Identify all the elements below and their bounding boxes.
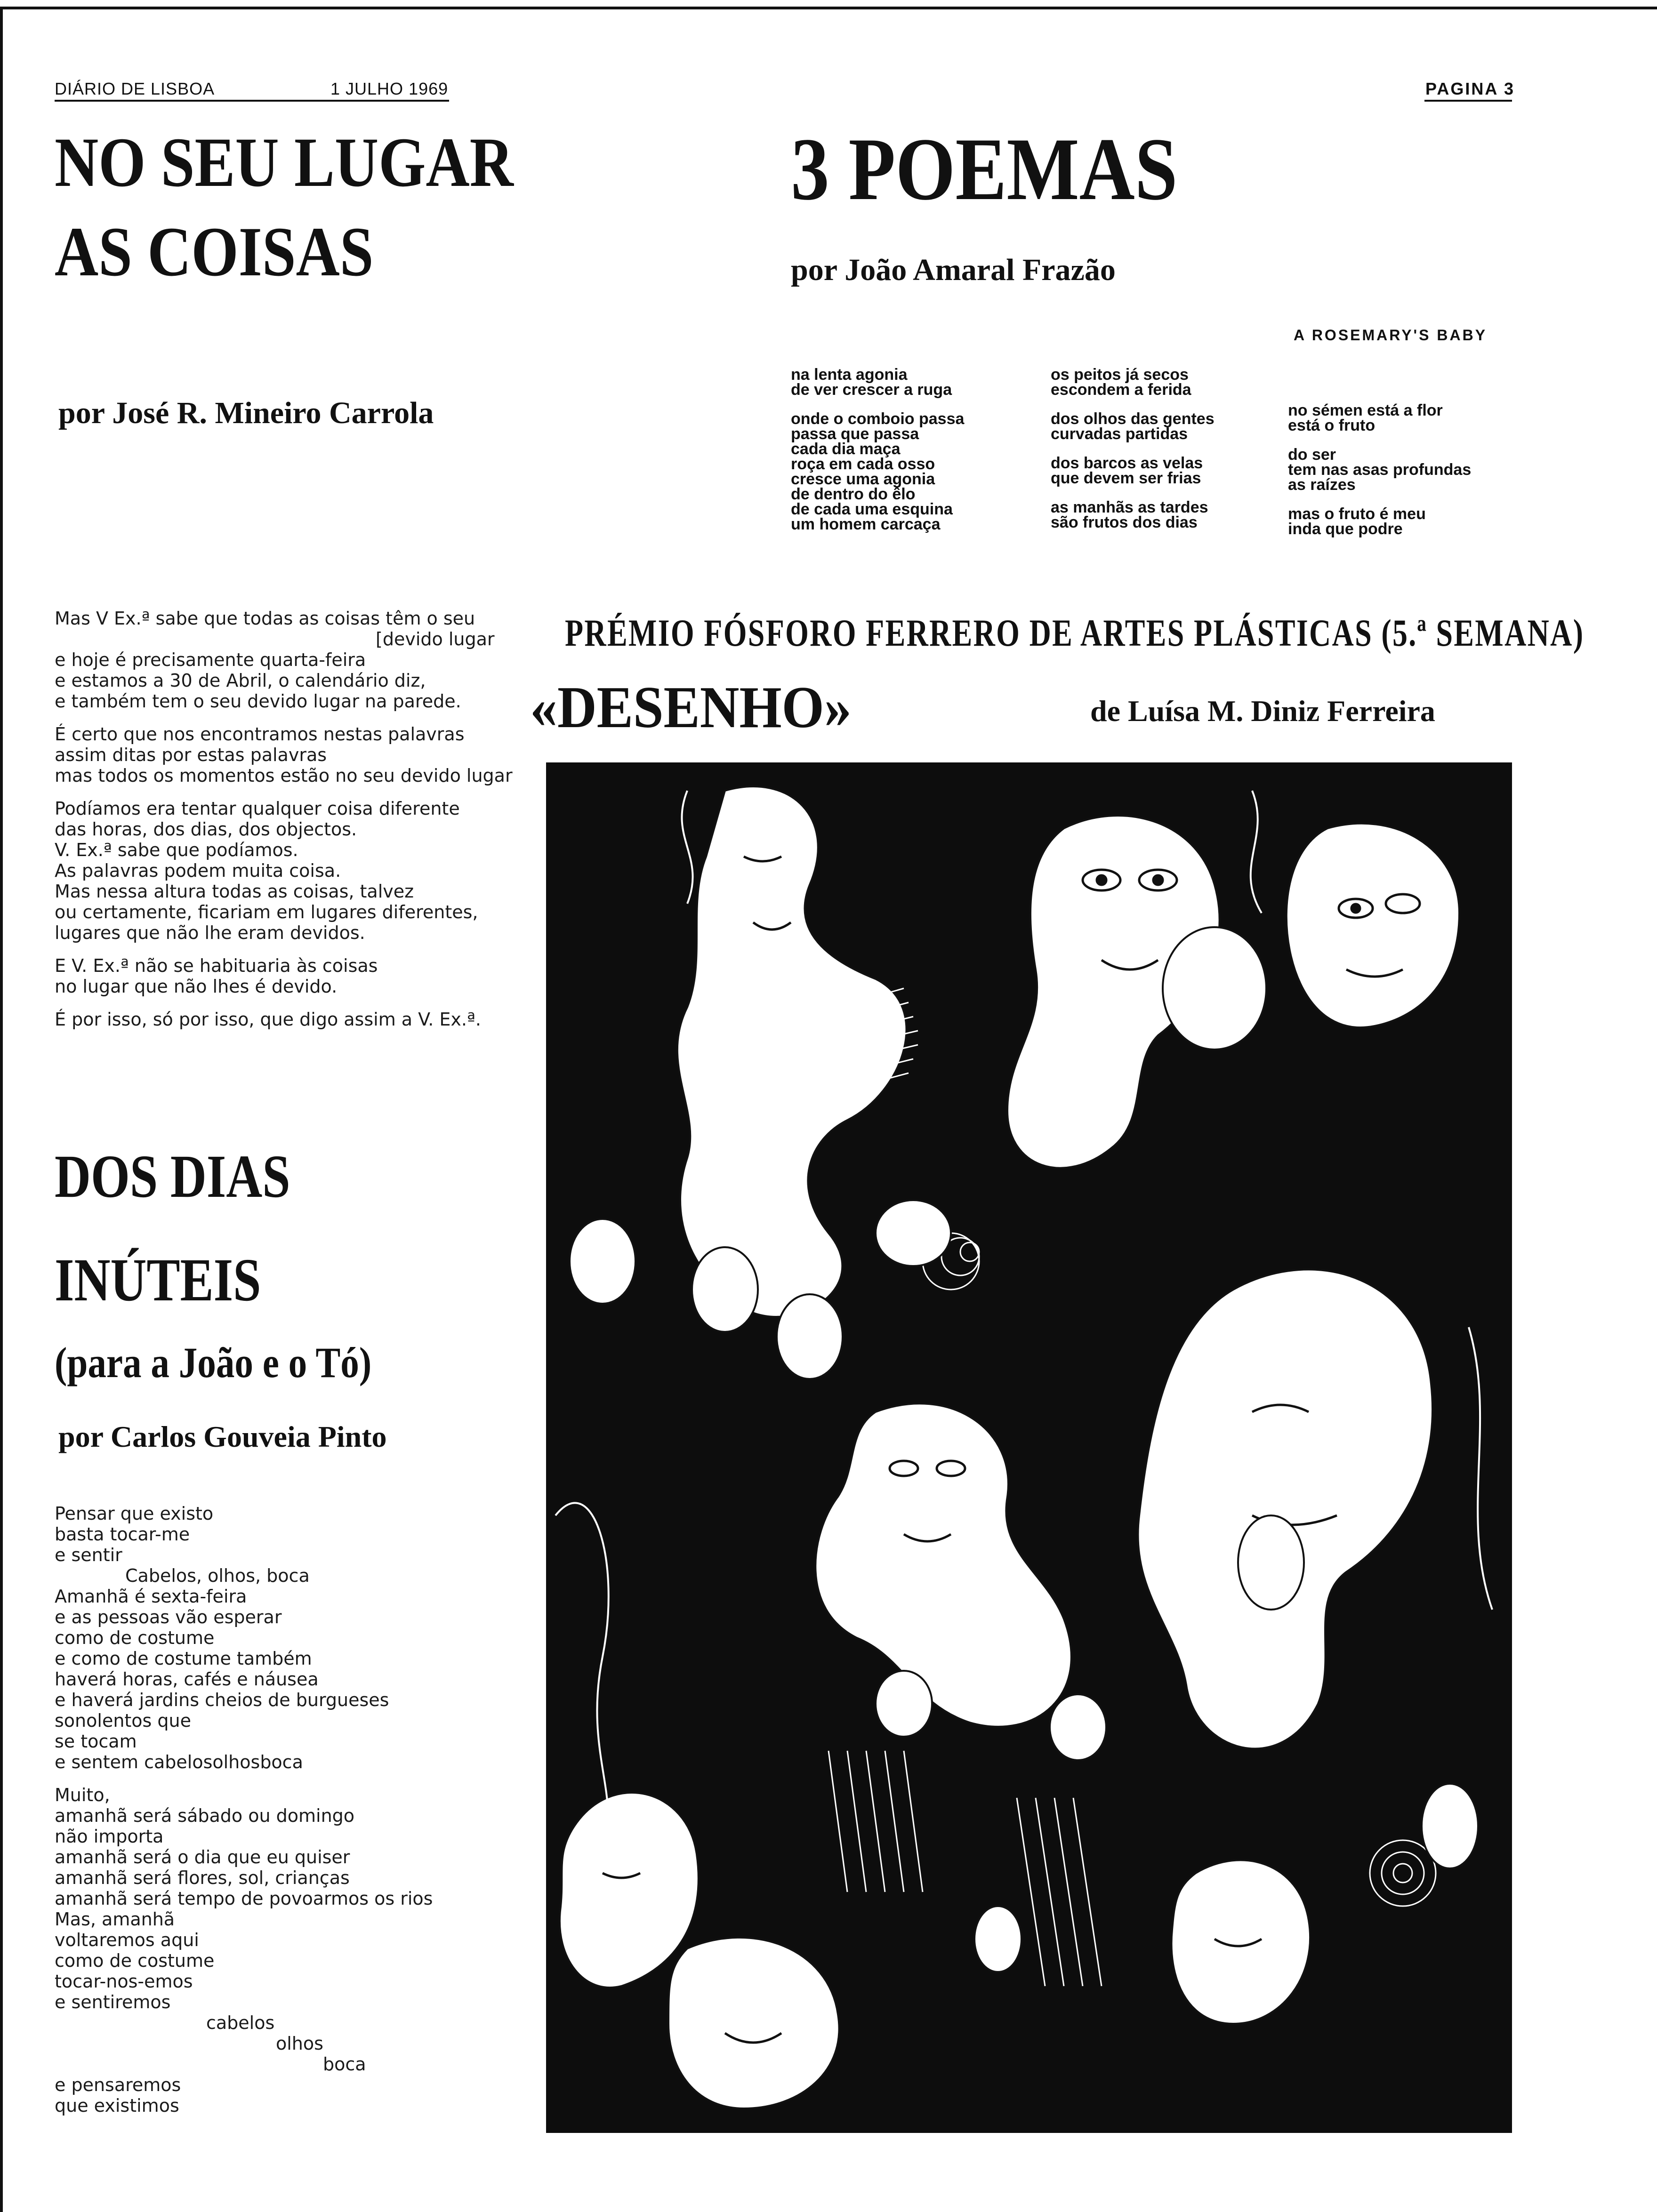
poem-line: curvadas partidas [1051,425,1188,443]
title-line: DOS DIAS [55,1143,290,1210]
article-title-no-seu-lugar [55,118,514,297]
poem-column-2 [1051,367,1295,544]
byline-gouveia-pinto: por Carlos Gouveia Pinto [58,1420,387,1453]
article-subtitle: (para a João e o Tó) [55,1338,372,1387]
header-rule [55,100,449,102]
poem-line: cabelos [206,2012,275,2033]
poem-line: que existimos [55,2095,179,2116]
poem-line: Amanhã é sexta-feira [55,1586,247,1607]
poem-line: está o fruto [1288,417,1375,434]
poem-line: amanhã será sábado ou domingo [55,1805,355,1826]
poem-line: passa que passa [791,425,919,443]
stanza [1051,500,1295,530]
stanza [55,798,521,943]
poem-line: mas todos os momentos estão no seu devido lugar [55,765,513,786]
poem-line: se tocam [55,1731,137,1752]
poem-line: como de costume [55,1627,215,1648]
stanza [1288,447,1533,492]
poem-line: amanhã será o dia que eu quiser [55,1847,350,1867]
poem-line: Pensar que existo [55,1503,214,1524]
poem-line: onde o comboio passa [791,410,965,428]
poem-line: lugares que não lhe eram devidos. [55,922,365,943]
stanza [55,1009,521,1030]
poem-line: basta tocar-me [55,1524,190,1545]
poem-line: dos barcos as velas [1051,454,1203,472]
poem-line: e as pessoas vão esperar [55,1607,282,1627]
poem-dos-dias-inuteis [55,1503,554,2128]
poem-line: Mas V Ex.ª sabe que todas as coisas têm o seu [55,608,475,629]
poem-line: e sentir [55,1545,122,1565]
stanza [791,411,1036,532]
poem-no-seu-lugar [55,608,521,1042]
poem-line: e haverá jardins cheios de burgueses [55,1690,389,1710]
drawing-title: «DESENHO» [530,675,852,740]
poem-line: mas o fruto é meu [1288,505,1426,523]
poem-line: e hoje é precisamente quarta-feira [55,649,366,670]
newspaper-name: DIÁRIO DE LISBOA [55,79,215,98]
poem-line: e como de costume também [55,1648,312,1669]
poem-line: no lugar que não lhes é devido. [55,976,338,997]
byline-carrola: por José R. Mineiro Carrola [58,396,434,430]
poem-line: escondem a ferida [1051,381,1191,399]
poem-line: Mas nessa altura todas as coisas, talvez [55,881,414,902]
poem-line: cada dia maça [791,440,901,458]
poem-line: boca [323,2054,366,2075]
poem-line: na lenta agonia [791,366,908,384]
poem-line: inda que podre [1288,520,1403,538]
title-line: INÚTEIS [55,1246,261,1314]
poem-line: haverá horas, cafés e náusea [55,1669,319,1690]
stanza [55,1785,554,2116]
article-title-dos-dias-inuteis [55,1125,290,1332]
poem-line: e sentem cabelosolhosboca [55,1752,303,1772]
poem-line: olhos [276,2033,323,2054]
byline-diniz-ferreira: de Luísa M. Diniz Ferreira [1090,694,1435,728]
prize-heading: PRÉMIO FÓSFORO FERRERO DE ARTES PLÁSTICAS (5.ª SEMANA) [565,611,1585,654]
stanza [55,608,521,712]
poem-line: roça em cada osso [791,455,935,473]
poem-line: sonolentos que [55,1710,192,1731]
poem-line: de ver crescer a ruga [791,381,952,399]
poem-line: As palavras podem muita coisa. [55,860,341,881]
poem-line: as manhãs as tardes [1051,498,1208,516]
stanza [1051,456,1295,486]
poem-line: de cada uma esquina [791,500,953,518]
poem-line: cresce uma agonia [791,470,935,488]
poem-line: amanhã será flores, sol, crianças [55,1867,350,1888]
stanza [791,367,1036,397]
poem-line: ou certamente, ficariam em lugares diferentes, [55,902,478,922]
page-number: PAGINA 3 [1425,79,1515,98]
stanza [1288,506,1533,537]
poem-column-1 [791,367,1036,546]
poem-line: tem nas asas profundas [1288,461,1472,479]
stanza [55,724,521,786]
poem-line: assim ditas por estas palavras [55,745,327,765]
drawing-illustration [546,762,1512,2133]
stanza [1051,411,1295,441]
title-line: NO SEU LUGAR [55,123,514,201]
poem-line: e sentiremos [55,1992,171,2012]
title-line: AS COISAS [55,213,374,291]
poem-line: amanhã será tempo de povoarmos os rios [55,1888,433,1909]
poem-line: como de costume [55,1950,215,1971]
poem-line: do ser [1288,446,1336,464]
poem-line: que devem ser frias [1051,469,1201,487]
poem-line: e também tem o seu devido lugar na parede. [55,691,461,712]
poem-line: É por isso, só por isso, que digo assim a V. Ex.ª. [55,1009,481,1030]
poem-line: são frutos dos dias [1051,513,1198,531]
page-number-rule [1424,100,1512,102]
poem-line: V. Ex.ª sabe que podíamos. [55,840,298,860]
poem-line: não importa [55,1826,164,1847]
byline-frazao: por João Amaral Frazão [791,253,1116,287]
stanza [1051,367,1295,397]
poem-line: no sémen está a flor [1288,401,1443,419]
poem-line: E V. Ex.ª não se habituaria às coisas [55,955,378,976]
poem-line: É certo que nos encontramos nestas palavras [55,724,465,745]
poem-line: Muito, [55,1785,110,1805]
poem-line: Mas, amanhã [55,1909,175,1930]
page-edge [0,7,3,2212]
poem-line: as raízes [1288,476,1356,494]
poem-line: um homem carcaça [791,515,941,533]
poem-line: os peitos já secos [1051,366,1189,384]
ink-drawing-image [546,762,1512,2133]
poem-line: Cabelos, olhos, boca [125,1565,310,1586]
stanza [55,955,521,997]
stanza [55,1503,554,1772]
poem-line: e estamos a 30 de Abril, o calendário diz, [55,670,426,691]
poem-line: das horas, dos dias, dos objectos. [55,819,357,840]
poem-line: voltaremos aqui [55,1930,199,1950]
poem-line: de dentro do êlo [791,485,916,503]
stanza [1288,403,1533,433]
poem-line: e pensaremos [55,2075,181,2095]
article-title-3-poemas: 3 POEMAS [791,120,1178,219]
poem-line: [devido lugar [376,629,495,649]
poem-line: dos olhos das gentes [1051,410,1215,428]
top-rule [0,7,1657,9]
poem-line: tocar-nos-emos [55,1971,193,1992]
poem-line: Podíamos era tentar qualquer coisa diferente [55,798,460,819]
poem-title-rosemary: A ROSEMARY'S BABY [1294,327,1488,344]
poem-column-3 [1288,403,1533,551]
issue-date: 1 JULHO 1969 [330,79,449,98]
